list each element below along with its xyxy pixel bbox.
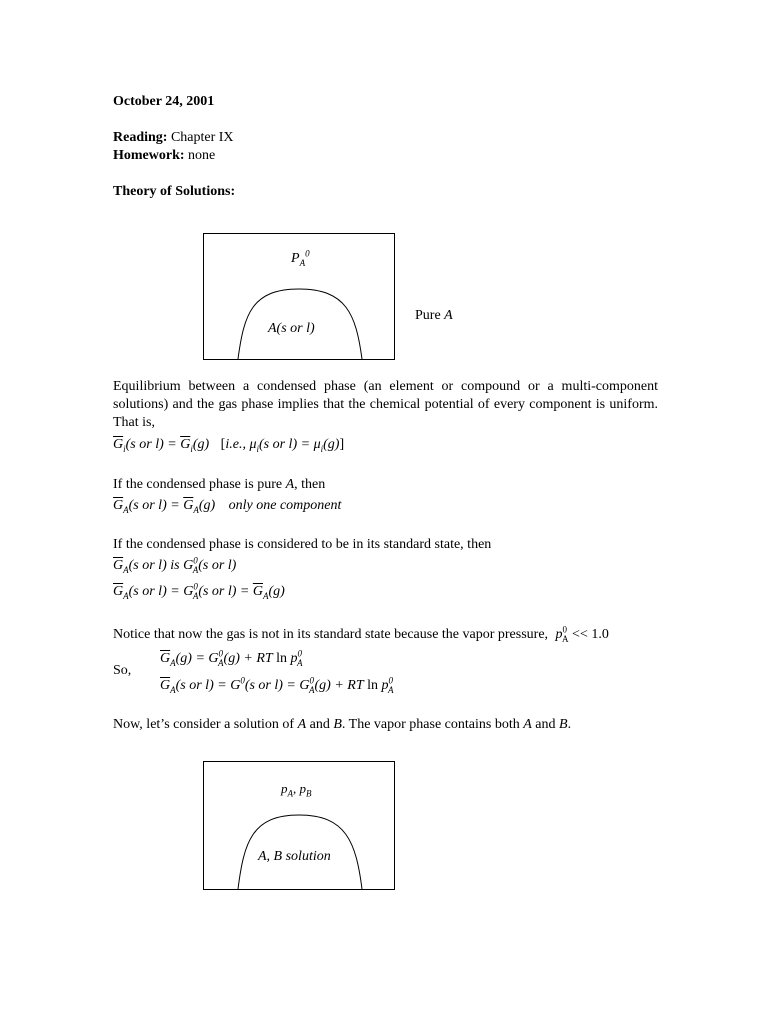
equation-condensed-free-energy: $\overline{G}_A(s$ or $l) = G^0(s$ or $l) = G^0_A(g)$ + RT $\ln p^0_A$ — [160, 675, 394, 695]
date-heading: October 24, 2001 — [113, 94, 215, 109]
pure-a-diagram — [203, 233, 395, 360]
reading-line — [113, 129, 234, 147]
solution-diagram — [203, 761, 395, 890]
pure-a-paragraph: If the condensed phase is pure A, then — [113, 477, 326, 492]
equilibrium-paragraph: Equilibrium between a condensed phase (an element or compound or a multi-component solutions) and the gas phase implies that the chemical potential of every component is uniform. That is, — [113, 379, 658, 430]
equation-chemical-potential: $\overline{G}_i(s$ or $l) = \overline{G}_i(g)$ [i.e., $\mu_i(s$ or $l) = \mu_i(g)$] — [113, 437, 345, 454]
reading-label: Reading: — [113, 130, 168, 145]
condensed-phase-label: A(s or l) — [268, 321, 315, 336]
equation-standard-equality: $\overline{G}_A(s$ or $l) = G^0_A(s$ or $l) = \overline{G}_A(g)$ — [113, 581, 285, 601]
vapor-pressure-paragraph: Notice that now the gas is not in its standard state because the vapor pressure, $p^0_A << 1.0$ — [113, 624, 609, 644]
equation-pure-a: $\overline{G}_A(s$ or $l) = \overline{G}_A(g)$ only one component — [113, 498, 342, 515]
solution-paragraph: Now, let’s consider a solution of A and B. The vapor phase contains both A and B. — [113, 717, 572, 732]
equation-gas-free-energy: $\overline{G}_A(g) = G^0_A(g)$ + RT $\ln p^0_A$ — [160, 648, 303, 668]
solution-phase-label: A, B solution — [258, 849, 331, 864]
equation-standard-state: $\overline{G}_A(s$ or l) is $G^0_A(s$ or l) — [113, 555, 237, 575]
standard-state-paragraph: If the condensed phase is considered to be in its standard state, then — [113, 537, 492, 552]
homework-line — [113, 147, 215, 165]
reading-value: Chapter IX — [170, 130, 234, 145]
so-label: So, — [113, 663, 132, 678]
partial-pressures-label: $p_A$, $p_B$ — [281, 781, 312, 799]
section-title: Theory of Solutions: — [113, 184, 236, 199]
homework-label: Homework: — [113, 148, 185, 163]
homework-value: none — [188, 148, 216, 163]
vapor-pressure-label: $P_A^0$ — [291, 248, 310, 268]
pure-a-caption: Pure A — [415, 308, 453, 323]
